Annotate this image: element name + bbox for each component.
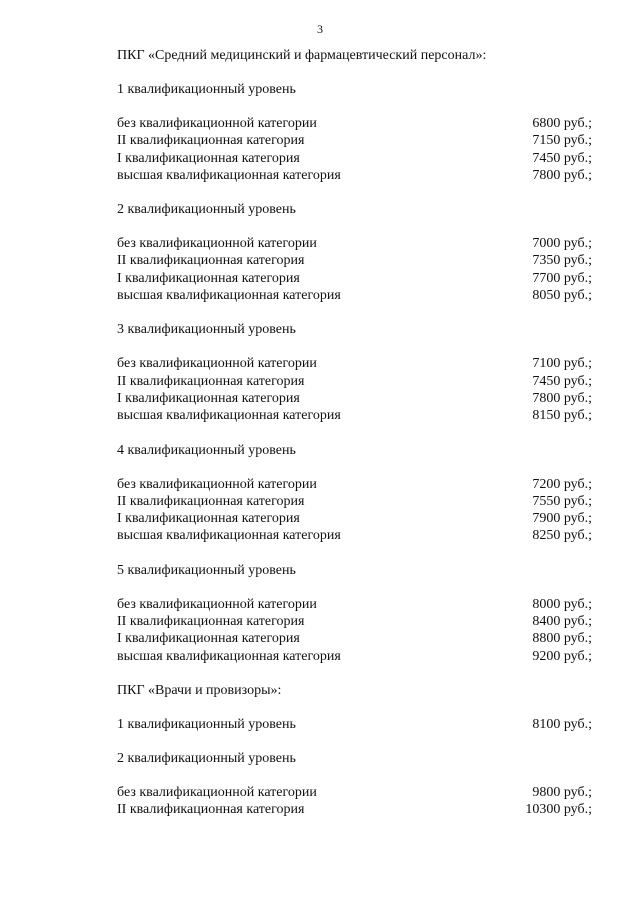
- category-list: [117, 235, 592, 304]
- row-value: 7350 руб.;: [532, 253, 592, 269]
- table-row: [117, 150, 592, 167]
- row-value: 6800 руб.;: [532, 116, 592, 131]
- row-label: I квалификационная категория: [117, 390, 300, 406]
- table-row: [117, 373, 592, 390]
- level-title: 2 квалификационный уровень: [117, 750, 296, 766]
- table-row: [117, 801, 592, 818]
- row-label: II квалификационная категория: [117, 493, 305, 509]
- table-row: [117, 510, 592, 527]
- row-value: 9800 руб.;: [532, 784, 592, 800]
- page-number: 3: [317, 22, 323, 36]
- row-label: без квалификационной категории: [117, 356, 317, 372]
- row-label: II квалификационная категория: [117, 614, 305, 630]
- row-label: высшая квалификационная категория: [117, 167, 341, 183]
- section-title: ПКГ «Средний медицинский и фармацевтический персонал»:: [117, 48, 487, 63]
- category-list: [117, 596, 592, 665]
- row-label: без квалификационной категории: [117, 476, 317, 492]
- table-row: [117, 252, 592, 269]
- table-row: [117, 390, 592, 407]
- document-content: [117, 47, 592, 836]
- row-label: без квалификационной категории: [117, 596, 317, 612]
- row-value: 8150 руб.;: [532, 408, 592, 424]
- row-value: 8250 руб.;: [532, 528, 592, 544]
- level-title: 1 квалификационный уровень: [117, 716, 296, 732]
- row-label: I квалификационная категория: [117, 511, 300, 527]
- table-row: [117, 527, 592, 544]
- table-row: [117, 613, 592, 630]
- level-with-value: [117, 716, 592, 733]
- table-row: [117, 287, 592, 304]
- row-value: 8050 руб.;: [532, 288, 592, 304]
- level-title: 3 квалификационный уровень: [117, 322, 296, 338]
- category-list: [117, 115, 592, 184]
- row-value: 7450 руб.;: [532, 373, 592, 389]
- row-label: II квалификационная категория: [117, 133, 305, 149]
- section-title: ПКГ «Врачи и провизоры»:: [117, 682, 282, 698]
- level-title: 5 квалификационный уровень: [117, 562, 296, 578]
- row-label: I квалификационная категория: [117, 270, 300, 286]
- level-value: 8100 руб.;: [532, 716, 592, 732]
- row-value: 7800 руб.;: [532, 390, 592, 406]
- row-value: 7800 руб.;: [532, 167, 592, 183]
- table-row: [117, 355, 592, 372]
- table-row: [117, 235, 592, 252]
- row-label: II квалификационная категория: [117, 373, 305, 389]
- row-value: 9200 руб.;: [532, 648, 592, 664]
- table-row: [117, 493, 592, 510]
- row-label: без квалификационной категории: [117, 116, 317, 131]
- row-label: II квалификационная категория: [117, 802, 305, 818]
- row-label: без квалификационной категории: [117, 236, 317, 252]
- row-value: 10300 руб.;: [525, 802, 592, 818]
- category-list: [117, 784, 592, 819]
- table-row: [117, 476, 592, 493]
- table-row: [117, 167, 592, 184]
- row-value: 7700 руб.;: [532, 270, 592, 286]
- row-label: высшая квалификационная категория: [117, 288, 341, 304]
- row-value: 8800 руб.;: [532, 631, 592, 647]
- row-value: 8000 руб.;: [532, 596, 592, 612]
- level-title: 1 квалификационный уровень: [117, 82, 296, 97]
- row-value: 7900 руб.;: [532, 511, 592, 527]
- row-value: 8400 руб.;: [532, 614, 592, 630]
- table-row: [117, 270, 592, 287]
- table-row: [117, 596, 592, 613]
- row-label: II квалификационная категория: [117, 253, 305, 269]
- row-label: высшая квалификационная категория: [117, 528, 341, 544]
- row-label: I квалификационная категория: [117, 150, 300, 166]
- table-row: [117, 630, 592, 647]
- table-row: [117, 407, 592, 424]
- row-value: 7150 руб.;: [532, 133, 592, 149]
- level-title: 2 квалификационный уровень: [117, 202, 296, 218]
- level-title: 4 квалификационный уровень: [117, 442, 296, 458]
- category-list: [117, 355, 592, 424]
- table-row: [117, 784, 592, 801]
- table-row: [117, 648, 592, 665]
- row-value: 7100 руб.;: [532, 356, 592, 372]
- row-label: без квалификационной категории: [117, 784, 317, 800]
- row-value: 7550 руб.;: [532, 493, 592, 509]
- row-label: высшая квалификационная категория: [117, 408, 341, 424]
- row-label: I квалификационная категория: [117, 631, 300, 647]
- row-label: высшая квалификационная категория: [117, 648, 341, 664]
- table-row: [117, 115, 592, 132]
- row-value: 7000 руб.;: [532, 236, 592, 252]
- table-row: [117, 132, 592, 149]
- category-list: [117, 476, 592, 545]
- row-value: 7450 руб.;: [532, 150, 592, 166]
- row-value: 7200 руб.;: [532, 476, 592, 492]
